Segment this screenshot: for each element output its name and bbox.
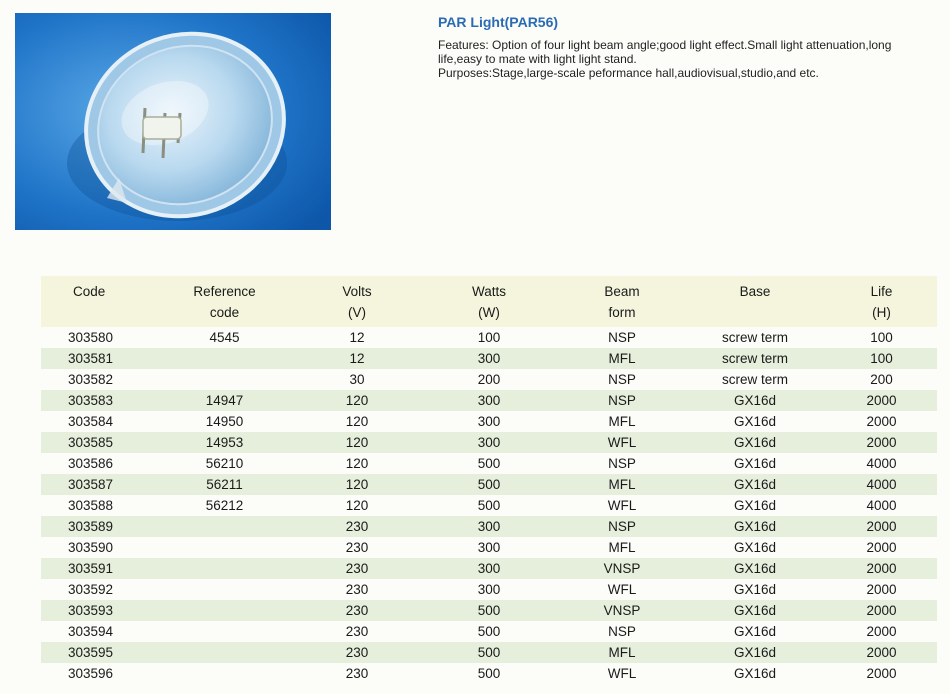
cell-beam-form: VNSP	[560, 558, 684, 579]
table-row	[41, 453, 937, 474]
cell-code: 303591	[41, 558, 153, 579]
cell-code: 303588	[68, 498, 114, 513]
cell-life: 2000	[826, 390, 937, 411]
cell-watts: 200	[477, 372, 501, 387]
cell-watts: 300	[418, 432, 560, 453]
cell-beam-form: MFL	[608, 414, 636, 429]
cell-base: GX16d	[733, 414, 777, 429]
cell-base: GX16d	[684, 558, 826, 579]
cell-volts: 230	[296, 600, 418, 621]
cell-reference-code	[153, 516, 296, 537]
cell-code: 303589	[41, 516, 153, 537]
cell-reference-code	[153, 558, 296, 579]
purposes-text: Purposes:Stage,large-scale peformance hall,audiovisual,studio,and etc.	[438, 66, 819, 80]
cell-watts: 500	[418, 474, 560, 495]
cell-beam-form: NSP	[608, 624, 636, 639]
table-row	[41, 390, 937, 411]
cell-volts: 230	[345, 624, 369, 639]
cell-life: 2000	[866, 582, 897, 597]
cell-reference-code: 56210	[205, 456, 244, 471]
table-row	[41, 432, 937, 453]
cell-base: GX16d	[684, 642, 826, 663]
cell-code: 303593	[41, 600, 153, 621]
cell-reference-code	[153, 642, 296, 663]
cell-watts: 300	[477, 582, 501, 597]
cell-reference-code	[153, 348, 296, 369]
table-row	[41, 579, 937, 600]
cell-watts: 300	[418, 516, 560, 537]
cell-base: GX16d	[733, 540, 777, 555]
cell-watts: 500	[418, 600, 560, 621]
cell-life: 2000	[866, 666, 897, 681]
cell-code: 303583	[41, 390, 153, 411]
cell-beam-form: MFL	[608, 540, 636, 555]
spec-table	[41, 276, 937, 684]
table-row	[41, 663, 937, 684]
cell-beam-form: WFL	[560, 432, 684, 453]
cell-code: 303595	[41, 642, 153, 663]
table-row	[41, 642, 937, 663]
cell-volts: 120	[296, 432, 418, 453]
table-row	[41, 495, 937, 516]
cell-reference-code: 56211	[153, 474, 296, 495]
cell-base: GX16d	[684, 432, 826, 453]
table-row	[41, 411, 937, 432]
header-code: Code	[41, 276, 153, 327]
cell-base: GX16d	[733, 582, 777, 597]
cell-code: 303581	[41, 348, 153, 369]
cell-life: 2000	[826, 432, 937, 453]
cell-life: 4000	[866, 456, 897, 471]
table-row	[41, 369, 937, 390]
cell-reference-code: 14953	[153, 432, 296, 453]
cell-watts: 500	[477, 456, 501, 471]
cell-code: 303582	[68, 372, 114, 387]
cell-volts: 230	[345, 582, 369, 597]
cell-watts: 500	[477, 498, 501, 513]
cell-beam-form: MFL	[560, 348, 684, 369]
cell-reference-code	[153, 537, 296, 558]
cell-reference-code: 56212	[205, 498, 244, 513]
cell-base: GX16d	[684, 390, 826, 411]
cell-watts: 300	[418, 390, 560, 411]
cell-beam-form: NSP	[608, 456, 636, 471]
cell-beam-form: NSP	[560, 516, 684, 537]
table-row	[41, 327, 937, 348]
cell-watts: 300	[418, 348, 560, 369]
cell-reference-code	[153, 663, 296, 684]
cell-volts: 12	[296, 348, 418, 369]
cell-base: GX16d	[684, 600, 826, 621]
cell-beam-form: MFL	[560, 474, 684, 495]
cell-code: 303592	[68, 582, 114, 597]
cell-life: 2000	[866, 624, 897, 639]
cell-life: 2000	[826, 642, 937, 663]
cell-code: 303594	[68, 624, 114, 639]
cell-life: 2000	[826, 516, 937, 537]
cell-base: GX16d	[733, 456, 777, 471]
cell-volts: 230	[345, 666, 369, 681]
cell-life: 2000	[826, 600, 937, 621]
product-title: PAR Light(PAR56)	[438, 14, 559, 30]
cell-volts: 30	[349, 372, 365, 387]
cell-beam-form: WFL	[607, 582, 637, 597]
cell-base: screw term	[721, 372, 788, 387]
cell-beam-form: NSP	[608, 330, 636, 345]
cell-beam-form: WFL	[607, 666, 637, 681]
cell-code: 303584	[68, 414, 114, 429]
table-row	[41, 516, 937, 537]
cell-volts: 230	[296, 516, 418, 537]
cell-volts: 120	[296, 474, 418, 495]
table-row	[41, 474, 937, 495]
cell-watts: 300	[477, 414, 501, 429]
product-photo	[15, 13, 331, 230]
cell-reference-code: 14947	[153, 390, 296, 411]
cell-reference-code	[153, 579, 296, 600]
cell-code: 303596	[68, 666, 114, 681]
cell-code: 303590	[68, 540, 114, 555]
cell-beam-form: MFL	[560, 642, 684, 663]
cell-life: 2000	[866, 414, 897, 429]
cell-reference-code: 4545	[209, 330, 240, 345]
cell-base: GX16d	[733, 666, 777, 681]
spec-table-body	[41, 327, 937, 684]
product-description	[438, 38, 918, 80]
cell-beam-form: WFL	[607, 498, 637, 513]
cell-base: GX16d	[684, 516, 826, 537]
cell-reference-code	[153, 600, 296, 621]
cell-watts: 100	[477, 330, 501, 345]
cell-base: screw term	[684, 348, 826, 369]
cell-watts: 500	[477, 624, 501, 639]
cell-base: screw term	[721, 330, 788, 345]
cell-volts: 120	[345, 414, 369, 429]
header-watts: Watts (W)	[418, 276, 560, 327]
header-volts: Volts (V)	[296, 276, 418, 327]
cell-volts: 230	[296, 558, 418, 579]
par56-lamp-image	[15, 13, 331, 230]
features-text: Features: Option of four light beam angle;good light effect.Small light attenuation,long life,easy to mate with light light stand.	[438, 38, 892, 66]
cell-volts: 230	[345, 540, 369, 555]
cell-watts: 500	[418, 642, 560, 663]
table-row	[41, 621, 937, 642]
cell-life: 4000	[826, 474, 937, 495]
header-beam-form: Beam form	[560, 276, 684, 327]
table-row	[41, 348, 937, 369]
header-life: Life (H)	[826, 276, 937, 327]
cell-volts: 230	[296, 642, 418, 663]
header-base: Base	[684, 276, 826, 327]
cell-watts: 300	[418, 558, 560, 579]
cell-volts: 120	[296, 390, 418, 411]
cell-beam-form: NSP	[608, 372, 636, 387]
cell-code: 303586	[68, 456, 114, 471]
cell-volts: 120	[345, 498, 369, 513]
cell-reference-code	[153, 369, 296, 390]
cell-base: GX16d	[733, 498, 777, 513]
cell-life: 2000	[826, 558, 937, 579]
cell-code: 303587	[41, 474, 153, 495]
cell-reference-code: 14950	[205, 414, 244, 429]
cell-volts: 12	[349, 330, 365, 345]
cell-life: 100	[870, 330, 893, 345]
cell-volts: 120	[345, 456, 369, 471]
cell-code: 303580	[68, 330, 114, 345]
cell-code: 303585	[41, 432, 153, 453]
cell-beam-form: VNSP	[560, 600, 684, 621]
cell-beam-form: NSP	[560, 390, 684, 411]
cell-life: 4000	[866, 498, 897, 513]
table-row	[41, 558, 937, 579]
cell-life: 200	[870, 372, 893, 387]
cell-watts: 300	[477, 540, 501, 555]
table-row	[41, 537, 937, 558]
header-reference-code: Reference code	[153, 276, 296, 327]
cell-reference-code	[153, 621, 296, 642]
spec-table-header	[41, 276, 937, 327]
table-row	[41, 600, 937, 621]
cell-watts: 500	[477, 666, 501, 681]
cell-base: GX16d	[733, 624, 777, 639]
cell-life: 100	[826, 348, 937, 369]
cell-life: 2000	[866, 540, 897, 555]
cell-base: GX16d	[684, 474, 826, 495]
